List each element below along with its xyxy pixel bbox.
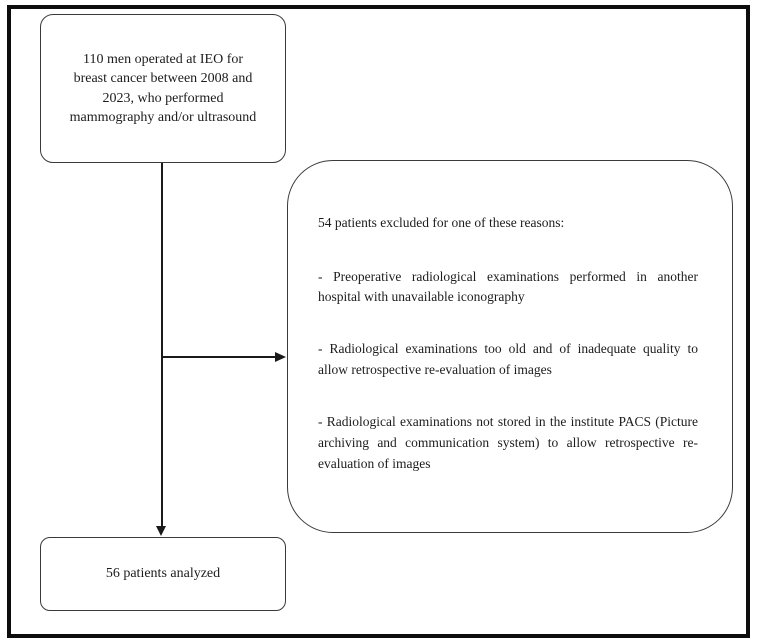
arrow-right-line [162,356,276,358]
flow-node-analyzed [40,537,286,611]
analyzed-text: 56 patients analyzed [105,566,221,581]
arrow-down-head-icon [156,526,166,536]
exclusion-reason-2: - Radiological examinations too old and of inadequate quality to allow retrospective re-evaluation of images [318,341,698,378]
exclusions-header: 54 patients excluded for one of these reasons: [318,215,565,230]
flow-node-population [40,14,286,163]
arrow-down-line [161,163,163,526]
exclusion-reason-3: - Radiological examinations not stored in the institute PACS (Picture archiving and communication system) to allow retrospective re-evaluation of images [318,414,698,472]
population-text: 110 men operated at IEO for breast cancer between 2008 and 2023, who performed mammography and/or ultrasound [69,51,257,125]
arrow-right-head-icon [275,352,286,362]
flow-node-exclusions [287,160,733,533]
exclusion-reason-1: - Preoperative radiological examinations performed in another hospital with unavailable iconography [318,268,698,305]
